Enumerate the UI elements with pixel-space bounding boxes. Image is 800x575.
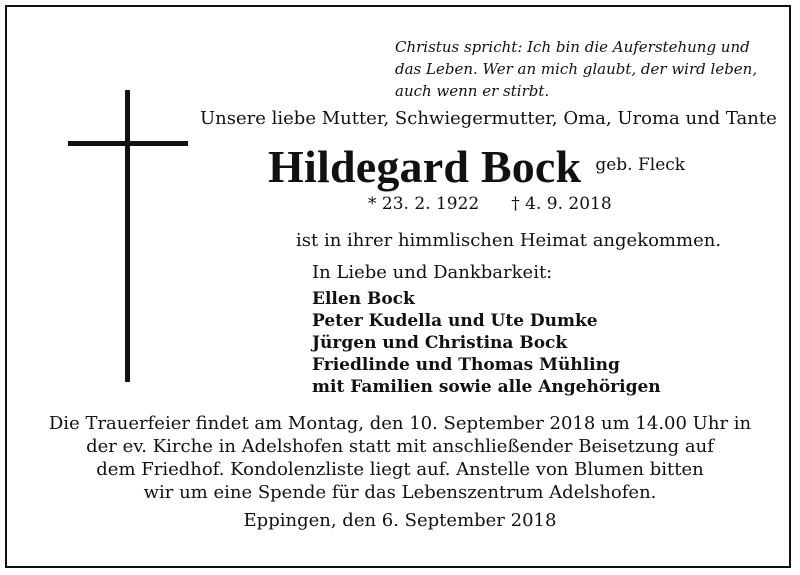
service-line: wir um eine Spende für das Lebenszentrum Adelshofen. <box>143 482 657 503</box>
intro-line: Unsere liebe Mutter, Schwiegermutter, Oma, Uroma und Tante <box>200 108 777 129</box>
life-dates <box>368 194 612 214</box>
service-line: Die Trauerfeier findet am Montag, den 10. September 2018 um 14.00 Uhr in <box>48 413 752 434</box>
deceased-name-row <box>268 140 685 193</box>
service-line: dem Friedhof. Kondolenzliste liegt auf. Anstelle von Blumen bitten <box>96 459 704 480</box>
mourner-name: Peter Kudella und Ute Dumke <box>312 311 598 331</box>
death-date: † 4. 9. 2018 <box>511 194 612 214</box>
mourner-name: Jürgen und Christina Bock <box>312 333 568 353</box>
cross-icon-crossbar <box>68 141 188 146</box>
service-line: der ev. Kirche in Adelshofen statt mit anschließender Beisetzung auf <box>86 436 714 457</box>
deceased-name: Hildegard Bock <box>268 141 582 192</box>
quote-line: das Leben. Wer an mich glaubt, der wird leben, <box>395 60 758 78</box>
birth-date: * 23. 2. 1922 <box>368 194 480 214</box>
mourners-list <box>312 288 661 398</box>
quote-line: auch wenn er stirbt. <box>395 82 550 100</box>
mourner-name: Ellen Bock <box>312 289 415 309</box>
quote-line: Christus spricht: Ich bin die Auferstehung und <box>395 38 750 56</box>
place-date-line: Eppingen, den 6. September 2018 <box>243 510 557 531</box>
maiden-name: geb. Fleck <box>595 155 686 175</box>
statement-line: ist in ihrer himmlischen Heimat angekommen. <box>296 230 722 251</box>
service-info <box>20 412 780 504</box>
bible-quote <box>395 36 775 102</box>
cross-icon <box>125 90 130 382</box>
thanks-line: In Liebe und Dankbarkeit: <box>312 262 553 283</box>
mourner-name: mit Familien sowie alle Angehörigen <box>312 377 661 397</box>
mourner-name: Friedlinde und Thomas Mühling <box>312 355 620 375</box>
